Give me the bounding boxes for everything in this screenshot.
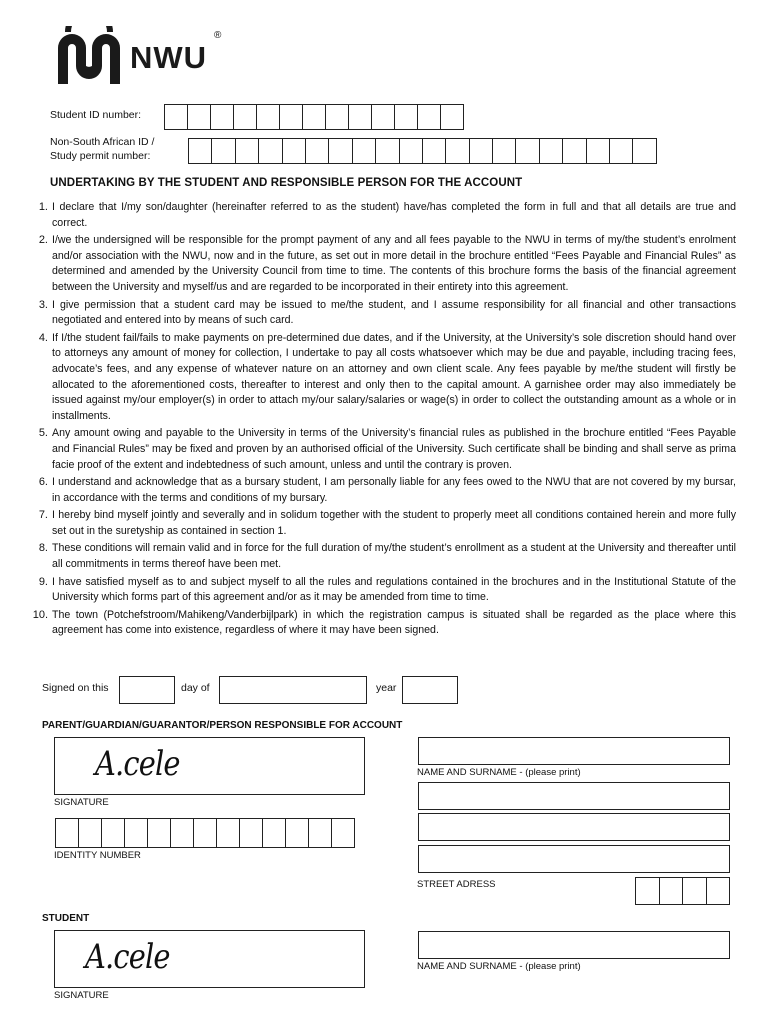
character-box[interactable] (233, 104, 257, 130)
term-number: 7. (38, 509, 48, 522)
parent-signature-caption: SIGNATURE (54, 797, 109, 808)
term-number: 8. (38, 542, 48, 555)
character-box[interactable] (371, 104, 395, 130)
character-box[interactable] (515, 138, 539, 164)
character-box[interactable] (170, 818, 194, 848)
term-number: 6. (38, 476, 48, 489)
character-box[interactable] (682, 877, 707, 905)
character-box[interactable] (635, 877, 660, 905)
character-box[interactable] (422, 138, 446, 164)
term-item (32, 608, 736, 639)
character-box[interactable] (659, 877, 684, 905)
character-box[interactable] (124, 818, 148, 848)
foreign-id-label-1: Non-South African ID / (50, 136, 155, 148)
term-number: 2. (38, 234, 48, 247)
term-text: I/we the undersigned will be responsible for the prompt payment of any and all fees payable to the NWU in terms of my/the student’s enrolment and/or association with the NWU, now and in the future, as set out in more detail in the brochure entitled “Fees Payable and Financial Rules” as determined and amended by the University Council from time to time. The contents of this brochure forms the basis of the financial agreement between the University and myself/us and are regarded to be incorporated in their entirety into this agreement. (52, 234, 736, 293)
character-box[interactable] (285, 818, 309, 848)
student-name-caption: NAME AND SURNAME - (please print) (417, 961, 581, 972)
term-item (36, 233, 736, 295)
student-name-field[interactable] (418, 931, 730, 959)
parent-section-title: PARENT/GUARDIAN/GUARANTOR/PERSON RESPONSIBLE FOR ACCOUNT (42, 720, 403, 731)
day-field[interactable] (119, 676, 175, 704)
character-box[interactable] (325, 104, 349, 130)
character-box[interactable] (706, 877, 731, 905)
term-text: The town (Potchefstroom/Mahikeng/Vanderbijlpark) in which the registration campus is situated shall be regarded as the place where this agreement has come into existence, regardless of where it may have been signed. (52, 608, 736, 637)
identity-number-caption: IDENTITY NUMBER (54, 850, 141, 861)
character-box[interactable] (164, 104, 188, 130)
character-box[interactable] (147, 818, 171, 848)
character-box[interactable] (279, 104, 303, 130)
student-signature-field[interactable] (54, 930, 365, 988)
character-box[interactable] (302, 104, 326, 130)
character-box[interactable] (394, 104, 418, 130)
term-number: 5. (38, 427, 48, 440)
character-box[interactable] (632, 138, 656, 164)
character-box[interactable] (239, 818, 263, 848)
undertaking-heading: UNDERTAKING BY THE STUDENT AND RESPONSIBLE PERSON FOR THE ACCOUNT (50, 177, 523, 189)
character-box[interactable] (348, 104, 372, 130)
term-text: If I/the student fail/fails to make payments on pre-determined due dates, and if the University, at the University’s sole discretion should hand over to attorneys any amount of money for collection, I undertake to pay all costs whatsoever which may be due and payable, including tracing fees, advocate’s fees, and any expense of whatever nature on an attorney and own client scale. Any fees payable by me/the student will firstly be allocated to the aforementioned costs, thereafter to interest and only then to the capital amount. A garnishee order may also immediately be issued against my/our employer(s) in order to attach my/our salary/salaries or wage(s) in order to collect the outstanding amount as a whole or in installments. (52, 331, 736, 422)
study-permit-boxes[interactable] (189, 138, 657, 164)
term-item (36, 298, 736, 329)
foreign-id-label-2: Study permit number: (50, 150, 151, 162)
student-signature-caption: SIGNATURE (54, 990, 109, 1001)
character-box[interactable] (562, 138, 586, 164)
character-box[interactable] (262, 818, 286, 848)
term-number: 1. (38, 201, 48, 213)
character-box[interactable] (55, 818, 79, 848)
nwu-logo (54, 26, 224, 88)
term-text: I declare that I/my son/daughter (hereinafter referred to as the student) have/has completed the form in full and that all details are true and correct. (52, 201, 736, 229)
term-number: 4. (38, 331, 48, 344)
student-id-label: Student ID number: (50, 109, 142, 121)
character-box[interactable] (256, 104, 280, 130)
character-box[interactable] (305, 138, 329, 164)
character-box[interactable] (188, 138, 212, 164)
character-box[interactable] (445, 138, 469, 164)
term-item (36, 575, 736, 606)
term-text: I give permission that a student card may be issued to me/the student, and I assume responsibility for all financial and other transactions negotiated and entered into by means of such card. (52, 298, 736, 327)
term-item (36, 331, 736, 425)
term-text: I have satisfied myself as to and subject myself to all the rules and regulations contained in the brochures and in the Institutional Statute of the University which forms part of this agreement and/or as it may be amended from time to time. (52, 575, 736, 604)
street-address-line-2[interactable] (418, 813, 730, 841)
character-box[interactable] (375, 138, 399, 164)
character-box[interactable] (539, 138, 563, 164)
term-number: 10. (32, 608, 48, 621)
identity-number-boxes[interactable] (56, 818, 355, 848)
character-box[interactable] (399, 138, 423, 164)
signed-on-label: Signed on this (42, 682, 109, 694)
character-box[interactable] (216, 818, 240, 848)
character-box[interactable] (282, 138, 306, 164)
terms-list (32, 200, 736, 641)
character-box[interactable] (352, 138, 376, 164)
parent-name-caption: NAME AND SURNAME - (please print) (417, 767, 581, 778)
character-box[interactable] (78, 818, 102, 848)
character-box[interactable] (193, 818, 217, 848)
character-box[interactable] (328, 138, 352, 164)
character-box[interactable] (609, 138, 633, 164)
term-text: I understand and acknowledge that as a bursary student, I am personally liable for any fees owed to the NWU that are not covered by my bursar, in accordance with the terms and conditions of my bursary. (52, 476, 736, 504)
student-id-boxes[interactable] (165, 104, 464, 130)
character-box[interactable] (235, 138, 259, 164)
term-text: Any amount owing and payable to the University in terms of the University’s financial rules as published in the brochure entitled “Fees Payable and Financial Rules” may be fixed and proven by an authorised official of the University. Such certificate shall be binding and shall serve as prima facie proof of the extent and indebtedness of such amount, unless and until the contrary is proven. (52, 427, 736, 471)
term-item (36, 200, 736, 231)
character-box[interactable] (440, 104, 464, 130)
character-box[interactable] (331, 818, 355, 848)
term-item (36, 541, 736, 572)
character-box[interactable] (187, 104, 211, 130)
character-box[interactable] (417, 104, 441, 130)
character-box[interactable] (308, 818, 332, 848)
character-box[interactable] (586, 138, 610, 164)
character-box[interactable] (492, 138, 516, 164)
nwu-emblem-icon (54, 26, 124, 88)
term-item (36, 426, 736, 473)
student-section-title: STUDENT (42, 913, 90, 924)
day-of-label: day of (181, 682, 210, 694)
parent-signature-field[interactable] (54, 737, 365, 795)
month-field[interactable] (219, 676, 367, 704)
street-address-caption: STREET ADRESS (417, 879, 496, 890)
term-text: These conditions will remain valid and in force for the full duration of my/the student’s enrollment as a student at the University and thereafter until all commitments in terms thereof have been met. (52, 542, 736, 571)
street-address-line-1[interactable] (418, 782, 730, 810)
character-box[interactable] (101, 818, 125, 848)
year-label: year (376, 682, 397, 694)
term-item (36, 475, 736, 506)
term-number: 9. (38, 575, 48, 588)
term-item (36, 508, 736, 539)
term-text: I hereby bind myself jointly and severally and in solidum together with the student to properly meet all conditions contained herein and more fully set out in the suretyship as contained in section 1. (52, 509, 736, 537)
character-box[interactable] (258, 138, 282, 164)
year-field[interactable] (402, 676, 458, 704)
registered-mark: ® (214, 30, 222, 41)
character-box[interactable] (210, 104, 234, 130)
street-address-line-3[interactable] (418, 845, 730, 873)
parent-name-field[interactable] (418, 737, 730, 765)
logo-text: NWU (130, 40, 208, 75)
term-number: 3. (38, 298, 48, 311)
parent-signature: A.cele (95, 744, 180, 784)
postal-code-boxes[interactable] (636, 877, 730, 905)
character-box[interactable] (469, 138, 493, 164)
student-signature: A.cele (85, 937, 170, 977)
character-box[interactable] (211, 138, 235, 164)
